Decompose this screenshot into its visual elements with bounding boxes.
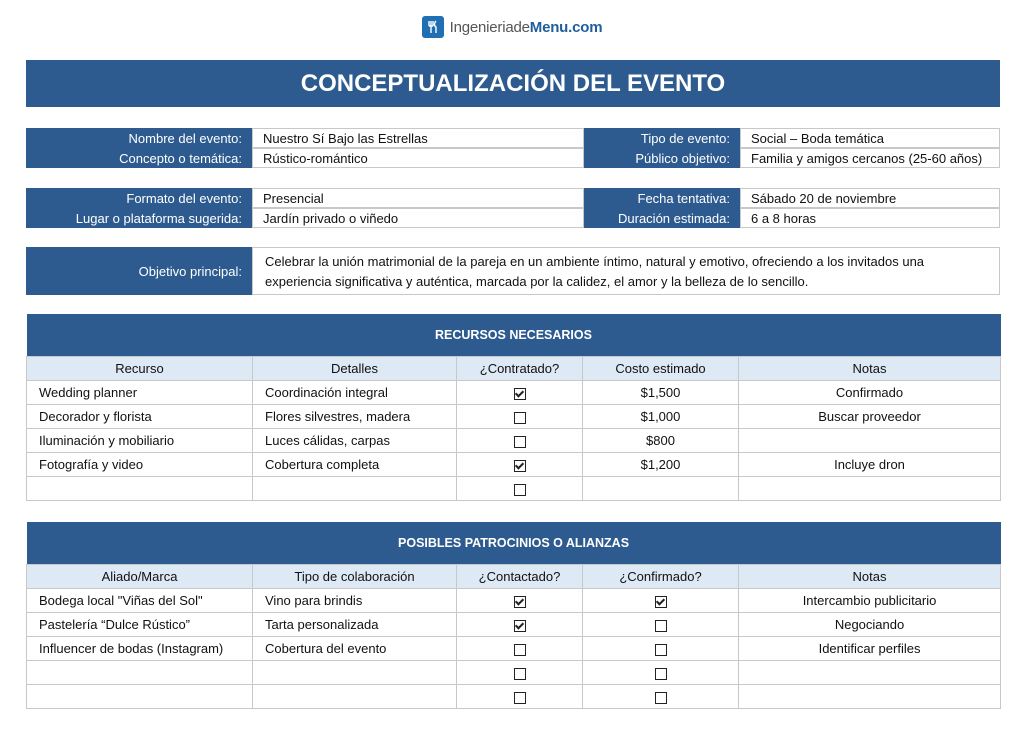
- costo-cell: $1,200: [583, 453, 739, 477]
- table-row: [27, 613, 1001, 637]
- aliado-cell: Pastelería “Dulce Rústico”: [27, 613, 253, 637]
- table-row: [27, 381, 1001, 405]
- logo-text: IngenieriadeMenu.com: [449, 18, 603, 36]
- detalles-cell: [253, 477, 457, 501]
- recurso-cell: Decorador y florista: [27, 405, 253, 429]
- column-header: Detalles: [253, 357, 457, 381]
- notas-cell: Incluye dron: [739, 453, 1001, 477]
- tipo-cell: [253, 661, 457, 685]
- table-row: [27, 477, 1001, 501]
- contactado-checkbox[interactable]: [514, 668, 526, 680]
- publico-label: Público objetivo:: [584, 148, 740, 168]
- notas-cell: Identificar perfiles: [739, 637, 1001, 661]
- detalles-cell: Flores silvestres, madera: [253, 405, 457, 429]
- contratado-checkbox[interactable]: [514, 436, 526, 448]
- notas-cell: [739, 685, 1001, 709]
- site-logo: [0, 16, 1024, 38]
- table-row: [27, 453, 1001, 477]
- recurso-cell: Wedding planner: [27, 381, 253, 405]
- contratado-checkbox[interactable]: [514, 460, 526, 472]
- tipo-cell: Cobertura del evento: [253, 637, 457, 661]
- contactado-checkbox[interactable]: [514, 620, 526, 632]
- column-header: ¿Contratado?: [457, 357, 583, 381]
- aliado-cell: Bodega local "Viñas del Sol": [27, 589, 253, 613]
- patrocinios-heading: POSIBLES PATROCINIOS O ALIANZAS: [27, 522, 1001, 565]
- patrocinios-table: [26, 522, 1001, 709]
- nombre-label: Nombre del evento:: [26, 128, 252, 148]
- detalles-cell: Coordinación integral: [253, 381, 457, 405]
- recurso-cell: Iluminación y mobiliario: [27, 429, 253, 453]
- aliado-cell: [27, 661, 253, 685]
- recursos-column-headers: [27, 357, 1001, 381]
- confirmado-checkbox[interactable]: [655, 668, 667, 680]
- formato-value: Presencial: [252, 188, 584, 208]
- notas-cell: Intercambio publicitario: [739, 589, 1001, 613]
- tipo-label: Tipo de evento:: [584, 128, 740, 148]
- confirmado-checkbox[interactable]: [655, 692, 667, 704]
- duracion-value: 6 a 8 horas: [740, 208, 1000, 228]
- recursos-heading: RECURSOS NECESARIOS: [27, 314, 1001, 357]
- page-title: CONCEPTUALIZACIÓN DEL EVENTO: [26, 60, 1000, 107]
- tipo-cell: [253, 685, 457, 709]
- fecha-value: Sábado 20 de noviembre: [740, 188, 1000, 208]
- column-header: Recurso: [27, 357, 253, 381]
- fecha-label: Fecha tentativa:: [584, 188, 740, 208]
- formato-label: Formato del evento:: [26, 188, 252, 208]
- column-header: Notas: [739, 565, 1001, 589]
- column-header: Notas: [739, 357, 1001, 381]
- aliado-cell: [27, 685, 253, 709]
- table-row: [27, 405, 1001, 429]
- column-header: ¿Confirmado?: [583, 565, 739, 589]
- lugar-label: Lugar o plataforma sugerida:: [26, 208, 252, 228]
- costo-cell: $1,000: [583, 405, 739, 429]
- tipo-cell: Tarta personalizada: [253, 613, 457, 637]
- lugar-value: Jardín privado o viñedo: [252, 208, 584, 228]
- objetivo-label: Objetivo principal:: [26, 247, 252, 295]
- tipo-cell: Vino para brindis: [253, 589, 457, 613]
- table-row: [27, 661, 1001, 685]
- detalles-cell: Cobertura completa: [253, 453, 457, 477]
- tipo-value: Social – Boda temática: [740, 128, 1000, 148]
- contratado-checkbox[interactable]: [514, 412, 526, 424]
- notas-cell: Buscar proveedor: [739, 405, 1001, 429]
- contactado-checkbox[interactable]: [514, 644, 526, 656]
- notas-cell: [739, 477, 1001, 501]
- confirmado-checkbox[interactable]: [655, 644, 667, 656]
- column-header: ¿Contactado?: [457, 565, 583, 589]
- recursos-table: [26, 314, 1001, 501]
- table-row: [27, 429, 1001, 453]
- objetivo-value: Celebrar la unión matrimonial de la pareja en un ambiente íntimo, natural y emotivo, ofreciendo a los invitados una experiencia significativa y auténtica, marcada por la calidez, el amor y la belleza de lo sencillo.: [252, 247, 1000, 295]
- costo-cell: [583, 477, 739, 501]
- patrocinios-column-headers: [27, 565, 1001, 589]
- recurso-cell: Fotografía y video: [27, 453, 253, 477]
- notas-cell: Negociando: [739, 613, 1001, 637]
- contactado-checkbox[interactable]: [514, 692, 526, 704]
- notas-cell: Confirmado: [739, 381, 1001, 405]
- concepto-value: Rústico-romántico: [252, 148, 584, 168]
- column-header: Costo estimado: [583, 357, 739, 381]
- nombre-value: Nuestro Sí Bajo las Estrellas: [252, 128, 584, 148]
- confirmado-checkbox[interactable]: [655, 620, 667, 632]
- duracion-label: Duración estimada:: [584, 208, 740, 228]
- recurso-cell: [27, 477, 253, 501]
- concepto-label: Concepto o temática:: [26, 148, 252, 168]
- contratado-checkbox[interactable]: [514, 388, 526, 400]
- publico-value: Familia y amigos cercanos (25-60 años): [740, 148, 1000, 168]
- fork-knife-icon: [422, 16, 444, 38]
- table-row: [27, 589, 1001, 613]
- contactado-checkbox[interactable]: [514, 596, 526, 608]
- column-header: Tipo de colaboración: [253, 565, 457, 589]
- costo-cell: $1,500: [583, 381, 739, 405]
- contratado-checkbox[interactable]: [514, 484, 526, 496]
- detalles-cell: Luces cálidas, carpas: [253, 429, 457, 453]
- table-row: [27, 685, 1001, 709]
- costo-cell: $800: [583, 429, 739, 453]
- notas-cell: [739, 661, 1001, 685]
- notas-cell: [739, 429, 1001, 453]
- column-header: Aliado/Marca: [27, 565, 253, 589]
- aliado-cell: Influencer de bodas (Instagram): [27, 637, 253, 661]
- confirmado-checkbox[interactable]: [655, 596, 667, 608]
- table-row: [27, 637, 1001, 661]
